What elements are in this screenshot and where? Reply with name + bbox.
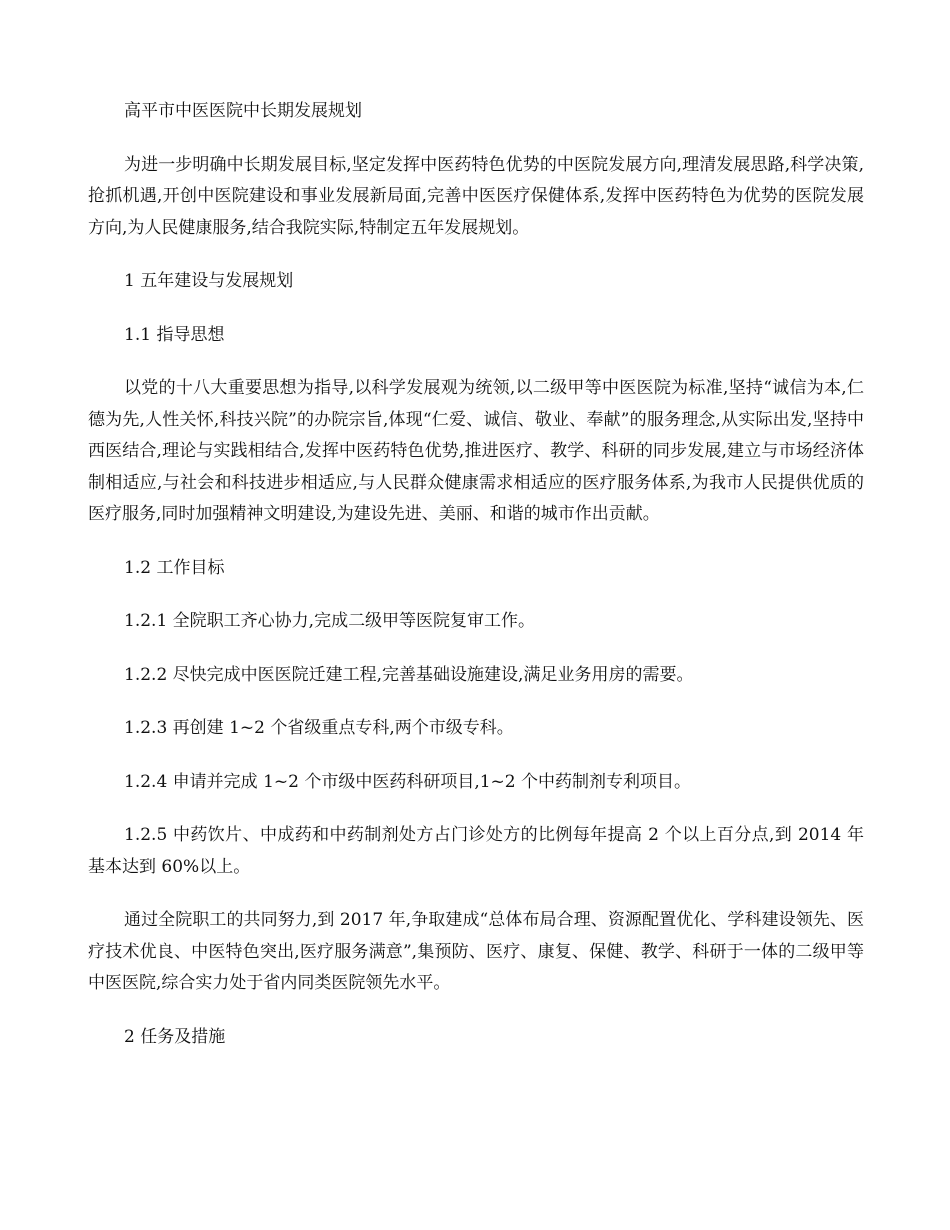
paragraph-guiding-ideology: 以党的十八大重要思想为指导,以科学发展观为统领,以二级甲等中医医院为标准,坚持“诚信为本,仁德为先,人性关怀,科技兴院”的办院宗旨,体现“仁爱、诚信、敬业、奉献”的服务理念,从实际出发,坚持中西医结合,理论与实践相结合,发挥中医药特色优势,推进医疗、教学、科研的同步发展,建立与市场经济体制相适应,与社会和科技进步相适应,与人民群众健康需求相适应的医疗服务体系,为我市人民提供优质的医疗服务,同时加强精神文明建设,为建设先进、美丽、和谐的城市作出贡献。 [88,378,864,524]
paragraph-overall-goal: 通过全院职工的共同努力,到 2017 年,争取建成“总体布局合理、资源配置优化、学科建设领先、医疗技术优良、中医特色突出,医疗服务满意”,集预防、医疗、康复、保健、教学、科研于一体的二级甲等中医医院,综合实力处于省内同类医院领先水平。 [88,910,864,993]
section-heading-1: 1 五年建设与发展规划 [124,271,294,291]
document-title: 高平市中医医院中长期发展规划 [124,101,362,121]
section-heading-1-1: 1.1 指导思想 [124,324,225,345]
goal-item-1-2-1: 1.2.1 全院职工齐心协力,完成二级甲等医院复审工作。 [124,611,536,631]
goal-item-1-2-4: 1.2.4 申请并完成 1~2 个市级中医药科研项目,1~2 个中药制剂专利项目。 [124,771,692,792]
goal-item-1-2-5: 1.2.5 中药饮片、中成药和中药制剂处方占门诊处方的比例每年提高 2 个以上百分点,到 2014 年基本达到 60%以上。 [88,825,864,877]
section-heading-2: 2 任务及措施 [124,1026,226,1047]
paragraph-intro: 为进一步明确中长期发展目标,坚定发挥中医药特色优势的中医院发展方向,理清发展思路,科学决策,抢抓机遇,开创中医院建设和事业发展新局面,完善中医医疗保健体系,发挥中医药特色为优势的医院发展方向,为人民健康服务,结合我院实际,特制定五年发展规划。 [88,154,864,238]
document-page [88,96,864,1075]
goal-item-1-2-3: 1.2.3 再创建 1~2 个省级重点专科,两个市级专科。 [124,718,514,738]
section-heading-1-2: 1.2 工作目标 [124,557,225,578]
goal-item-1-2-2: 1.2.2 尽快完成中医医院迁建工程,完善基础设施建设,满足业务用房的需要。 [124,664,694,685]
